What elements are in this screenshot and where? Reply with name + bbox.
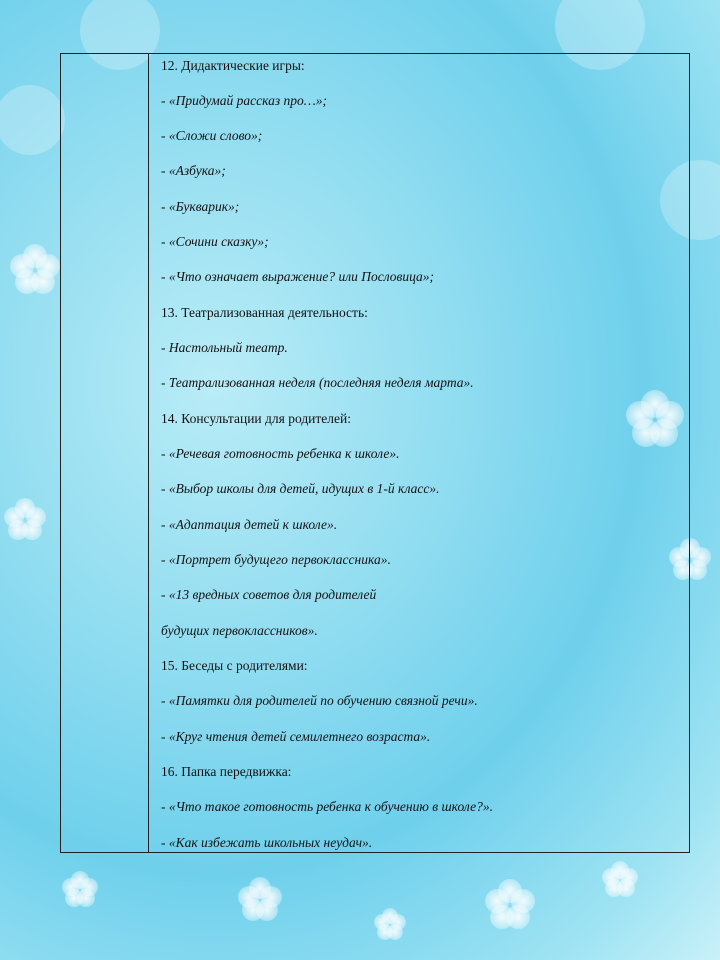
table-content-cell [161,54,679,852]
list-item: - «Памятки для родителей по обучению связной речи». [161,693,478,708]
list-item: - «Букварик»; [161,199,240,214]
section-16-heading: 16. Папка передвижка: [161,764,292,779]
list-item: - «Круг чтения детей семилетнего возраста». [161,729,431,744]
list-item: - «Сложи слово»; [161,128,263,143]
table-column-divider [148,54,149,852]
list-item: - «Речевая готовность ребенка к школе». [161,446,400,461]
list-item: - «Придумай рассказ про…»; [161,93,328,108]
list-item: - «13 вредных советов для родителей [161,587,377,602]
list-item: - «Портрет будущего первоклассника». [161,552,391,567]
list-item: - «Что означает выражение? или Пословица»; [161,269,435,284]
list-item: - «Выбор школы для детей, идущих в 1-й класс». [161,481,440,496]
list-item-continuation: будущих первоклассников». [161,623,318,638]
document-table [60,53,690,853]
list-item: - «Адаптация детей к школе». [161,517,338,532]
list-item: - «Как избежать школьных неудач». [161,835,373,850]
list-item: - «Что такое готовность ребенка к обучению в школе?». [161,799,493,814]
section-15-heading: 15. Беседы с родителями: [161,658,308,673]
section-13-heading: 13. Театрализованная деятельность: [161,305,368,320]
list-item: - Театрализованная неделя (последняя неделя марта». [161,375,474,390]
section-12-heading: 12. Дидактические игры: [161,58,305,73]
list-item: - Настольный театр. [161,340,288,355]
list-item: - «Сочини сказку»; [161,234,269,249]
section-14-heading: 14. Консультации для родителей: [161,411,352,426]
list-item: - «Азбука»; [161,163,226,178]
